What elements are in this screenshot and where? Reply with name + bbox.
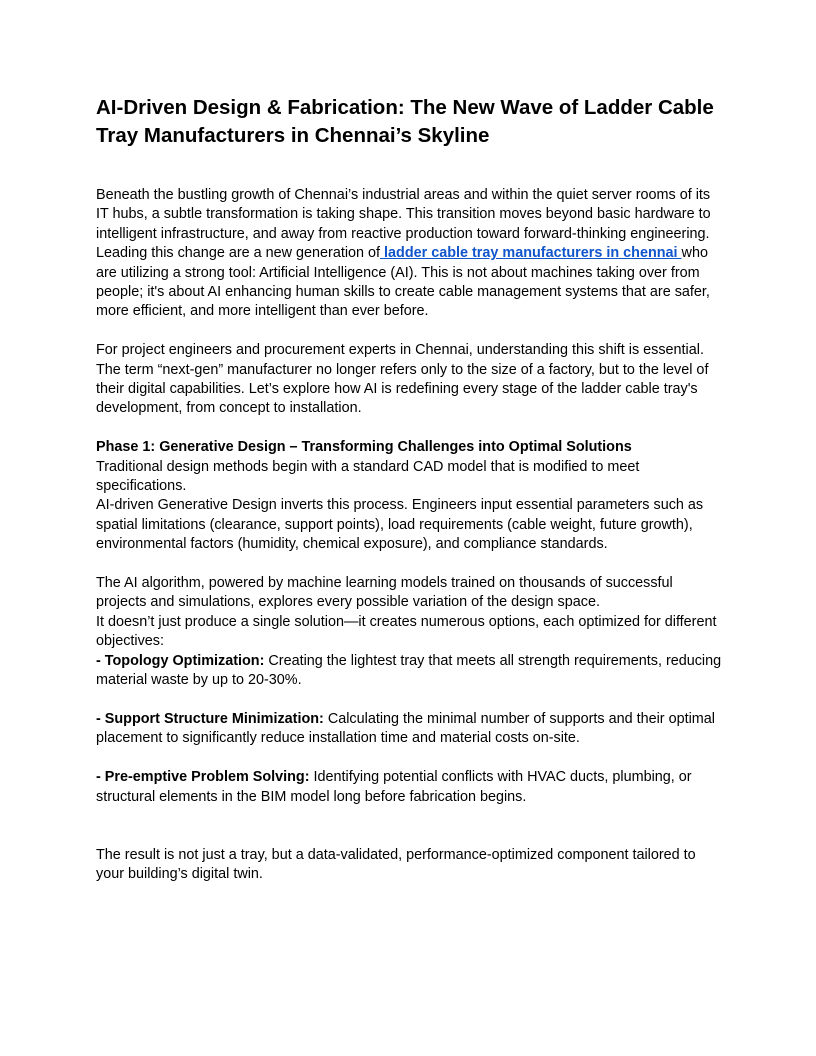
list-item bbox=[96, 652, 724, 691]
algorithm-text-1: The AI algorithm, powered by machine learning models trained on thousands of successful projects and simulations, explores every possible variation of the design space. bbox=[96, 575, 673, 611]
bullet-label: - Topology Optimization: bbox=[96, 652, 265, 669]
bullet-text: Creating the lightest tray that meets all strength requirements, reducing material waste by up to 20-30%. bbox=[96, 652, 722, 689]
bullet-text: Calculating the minimal number of supports and their optimal placement to significantly reduce installation time and material costs on-site. bbox=[96, 710, 715, 747]
intro-paragraph bbox=[96, 186, 724, 322]
intro-text-before-link: Beneath the bustling growth of Chennai’s industrial areas and within the quiet server rooms of its IT hubs, a subtle transformation is taking shape. This transition moves beyond basic hardware to intelligent infrastructure, and away from reactive production toward forward-thinking engineering. Leading this change are a new generation of bbox=[96, 187, 711, 262]
list-item bbox=[96, 710, 724, 749]
algorithm-text-2: It doesn’t just produce a single solution—it creates numerous options, each optimized for different objectives: bbox=[96, 613, 717, 650]
bullet-text: Identifying potential conflicts with HVAC ducts, plumbing, or structural elements in the BIM model long before fabrication begins. bbox=[96, 769, 692, 805]
spacer bbox=[96, 807, 724, 846]
document-page bbox=[96, 94, 724, 885]
phase1-heading: Phase 1: Generative Design – Transforming Challenges into Optimal Solutions bbox=[96, 439, 632, 456]
list-item bbox=[96, 768, 724, 807]
conclusion-paragraph: The result is not just a tray, but a data-validated, performance-optimized component tailored to your building’s digital twin. bbox=[96, 846, 696, 883]
bullet-label: - Support Structure Minimization: bbox=[96, 710, 324, 727]
bullet-label: - Pre-emptive Problem Solving: bbox=[96, 769, 310, 786]
intro-text-after-link: who are utilizing a strong tool: Artificial Intelligence (AI). This is not about machines taking over from people; it's about AI enhancing human skills to create cable management systems that are safer, more efficient, and more intelligent than ever before. bbox=[96, 245, 710, 320]
phase1-text-1: Traditional design methods begin with a standard CAD model that is modified to meet specifications. bbox=[96, 458, 640, 495]
context-paragraph: For project engineers and procurement experts in Chennai, understanding this shift is essential. The term “next-gen” manufacturer no longer refers only to the size of a factory, but to the level of their digital capabilities. Let’s explore how AI is redefining every stage of the ladder cable tray's development, from concept to installation. bbox=[96, 342, 709, 417]
page-title: AI-Driven Design & Fabrication: The New Wave of Ladder Cable Tray Manufacturers in Chennai’s Skyline bbox=[96, 96, 714, 147]
manufacturers-link[interactable]: ladder cable tray manufacturers in chennai bbox=[380, 245, 682, 262]
phase1-text-2: AI-driven Generative Design inverts this process. Engineers input essential parameters such as spatial limitations (clearance, support points), load requirements (cable weight, future growth), environmental factors (humidity, chemical exposure), and compliance standards. bbox=[96, 497, 704, 553]
